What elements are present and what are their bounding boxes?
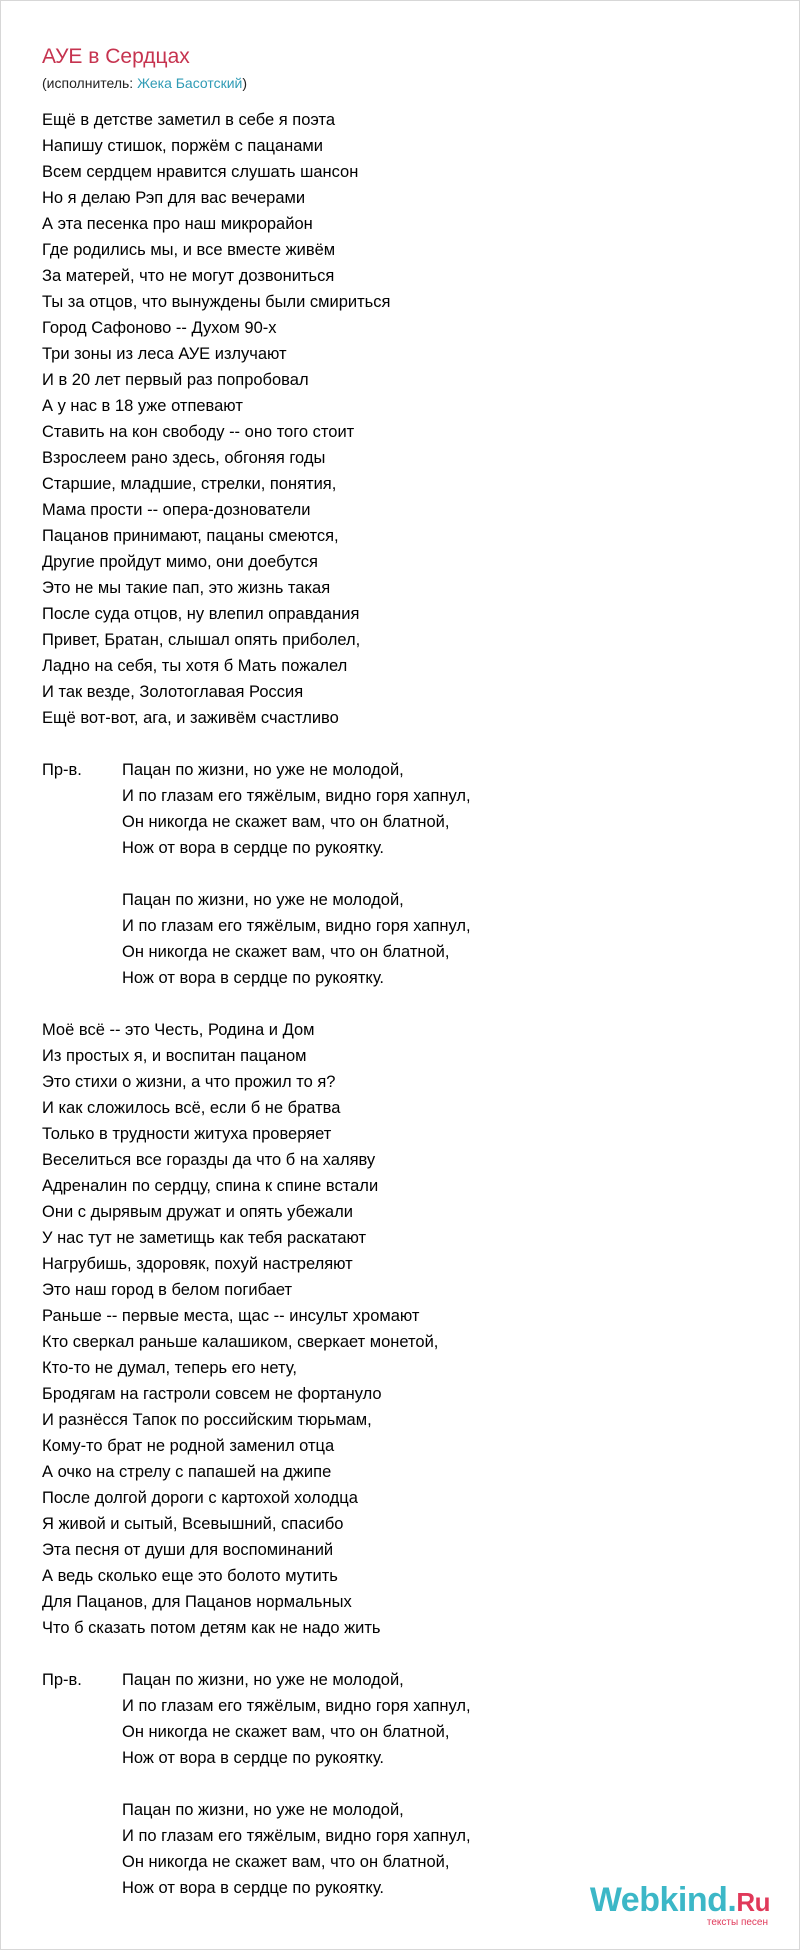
stanza-gap bbox=[42, 1771, 762, 1797]
lyric-line: Где родились мы, и все вместе живём bbox=[42, 241, 336, 259]
lyric-line: И в 20 лет первый раз попробовал bbox=[42, 371, 309, 389]
lyric-line: Он никогда не скажет вам, что он блатной, bbox=[122, 813, 450, 831]
lyric-line: А очко на стрелу с папашей на джипе bbox=[42, 1463, 332, 1481]
lyric-line: Взрослеем рано здесь, обгоняя годы bbox=[42, 449, 326, 467]
lyric-line: Нож от вора в сердце по рукоятку. bbox=[122, 969, 385, 987]
lyric-line: Привет, Братан, слышал опять приболел, bbox=[42, 631, 361, 649]
lyric-line: После суда отцов, ну влепил оправдания bbox=[42, 605, 360, 623]
lyric-line: Он никогда не скажет вам, что он блатной, bbox=[122, 1853, 450, 1871]
lyric-line: Нагрубишь, здоровяк, похуй настреляют bbox=[42, 1255, 353, 1273]
lyric-line: Напишу стишок, поржём с пацанами bbox=[42, 137, 323, 155]
lyric-text: Пацан по жизни, но уже не молодой, bbox=[122, 1671, 404, 1689]
artist-prefix: (исполнитель: bbox=[42, 75, 138, 91]
stanza-gap bbox=[42, 991, 762, 1017]
lyric-line: А эта песенка про наш микрорайон bbox=[42, 215, 313, 233]
lyric-line: Город Сафоново -- Духом 90-х bbox=[42, 319, 277, 337]
lyric-line: Раньше -- первые места, щас -- инсульт хромают bbox=[42, 1307, 420, 1325]
webkind-logo[interactable] bbox=[590, 1882, 770, 1929]
lyric-line: Старшие, младшие, стрелки, понятия, bbox=[42, 475, 337, 493]
artist-link[interactable]: Жека Басотский bbox=[137, 75, 243, 91]
artist-suffix: ) bbox=[242, 75, 248, 91]
lyric-line: Они с дырявым дружат и опять убежали bbox=[42, 1203, 353, 1221]
lyric-line: Нож от вора в сердце по рукоятку. bbox=[122, 1749, 385, 1767]
song-title: АУЕ в Сердцах bbox=[42, 45, 190, 68]
lyric-line: Пацанов принимают, пацаны смеются, bbox=[42, 527, 339, 545]
lyric-line: Ладно на себя, ты хотя б Мать пожалел bbox=[42, 657, 348, 675]
lyric-text: Пацан по жизни, но уже не молодой, bbox=[122, 761, 404, 779]
lyric-line: Кто-то не думал, теперь его нету, bbox=[42, 1359, 297, 1377]
verse-1 bbox=[42, 107, 762, 731]
lyric-line: А ведь сколько еще это болото мутить bbox=[42, 1567, 338, 1585]
lyric-line: Адреналин по сердцу, спина к спине встали bbox=[42, 1177, 379, 1195]
lyric-line: Из простых я, и воспитан пацаном bbox=[42, 1047, 307, 1065]
lyric-line: Всем сердцем нравится слушать шансон bbox=[42, 163, 359, 181]
lyric-line: У нас тут не заметищь как тебя раскатают bbox=[42, 1229, 367, 1247]
stanza-gap bbox=[42, 731, 762, 757]
stanza-gap bbox=[42, 861, 762, 887]
lyric-line: Другие пройдут мимо, они доебутся bbox=[42, 553, 318, 571]
lyric-line: Ставить на кон свободу -- оно того стоит bbox=[42, 423, 355, 441]
lyric-line: Нож от вора в сердце по рукоятку. bbox=[122, 839, 385, 857]
lyric-line: Мама прости -- опера-дознователи bbox=[42, 501, 311, 519]
lyric-line: Нож от вора в сердце по рукоятку. bbox=[122, 1879, 385, 1897]
logo-wordmark bbox=[590, 1882, 770, 1920]
lyric-line: Что б сказать потом детям как не надо жить bbox=[42, 1619, 381, 1637]
lyric-line: А у нас в 18 уже отпевают bbox=[42, 397, 243, 415]
lyric-line: И так везде, Золотоглавая Россия bbox=[42, 683, 304, 701]
lyric-line: Он никогда не скажет вам, что он блатной, bbox=[122, 1723, 450, 1741]
lyric-line: Ты за отцов, что вынуждены были смириться bbox=[42, 293, 391, 311]
lyric-line: Это стихи о жизни, а что прожил то я? bbox=[42, 1073, 336, 1091]
lyric-line: Эта песня от души для воспоминаний bbox=[42, 1541, 334, 1559]
lyric-line: И по глазам его тяжёлым, видно горя хапнул, bbox=[122, 1697, 471, 1715]
lyric-line: Пацан по жизни, но уже не молодой, bbox=[122, 891, 404, 909]
lyric-line: Только в трудности житуха проверяет bbox=[42, 1125, 332, 1143]
logo-dot: . bbox=[727, 1881, 737, 1919]
lyric-line: И разнёсся Тапок по российским тюрьмам, bbox=[42, 1411, 372, 1429]
artist-line bbox=[42, 74, 247, 92]
lyric-line: Кто сверкал раньше калашиком, сверкает монетой, bbox=[42, 1333, 439, 1351]
lyric-line: Веселиться все горазды да что б на халяву bbox=[42, 1151, 376, 1169]
lyrics-body bbox=[42, 107, 762, 1901]
chorus-label: Пр-в. bbox=[42, 761, 82, 779]
chorus-1 bbox=[42, 757, 762, 991]
song-header bbox=[42, 44, 247, 92]
lyric-line: Он никогда не скажет вам, что он блатной, bbox=[122, 943, 450, 961]
lyric-line: Ещё в детстве заметил в себе я поэта bbox=[42, 111, 336, 129]
lyric-line: Три зоны из леса АУЕ излучают bbox=[42, 345, 287, 363]
lyric-line: После долгой дороги с картохой холодца bbox=[42, 1489, 358, 1507]
stanza-gap bbox=[42, 1641, 762, 1667]
lyric-line: Для Пацанов, для Пацанов нормальных bbox=[42, 1593, 352, 1611]
chorus-2 bbox=[42, 1667, 762, 1901]
lyric-line: Это наш город в белом погибает bbox=[42, 1281, 293, 1299]
lyric-line: Но я делаю Рэп для вас вечерами bbox=[42, 189, 306, 207]
lyric-line: Это не мы такие пап, это жизнь такая bbox=[42, 579, 331, 597]
lyric-line: И по глазам его тяжёлым, видно горя хапнул, bbox=[122, 1827, 471, 1845]
logo-word: Webkind bbox=[589, 1881, 728, 1919]
lyric-line: Ещё вот-вот, ага, и заживём счастливо bbox=[42, 709, 339, 727]
lyric-line: Моё всё -- это Честь, Родина и Дом bbox=[42, 1021, 315, 1039]
chorus-label: Пр-в. bbox=[42, 1671, 82, 1689]
lyric-line: И как сложилось всё, если б не братва bbox=[42, 1099, 341, 1117]
chorus-first-line bbox=[42, 1667, 762, 1693]
lyric-line: Бродягам на гастроли совсем не фортануло bbox=[42, 1385, 382, 1403]
verse-2 bbox=[42, 1017, 762, 1641]
logo-tld: Ru bbox=[736, 1887, 770, 1917]
lyric-line: За матерей, что не могут дозвониться bbox=[42, 267, 335, 285]
logo-tagline: тексты песен bbox=[706, 1917, 768, 1928]
lyric-line: Кому-то брат не родной заменил отца bbox=[42, 1437, 335, 1455]
chorus-first-line bbox=[42, 757, 762, 783]
lyric-line: Я живой и сытый, Всевышний, спасибо bbox=[42, 1515, 344, 1533]
lyric-line: И по глазам его тяжёлым, видно горя хапнул, bbox=[122, 787, 471, 805]
lyric-line: Пацан по жизни, но уже не молодой, bbox=[122, 1801, 404, 1819]
lyric-line: И по глазам его тяжёлым, видно горя хапнул, bbox=[122, 917, 471, 935]
